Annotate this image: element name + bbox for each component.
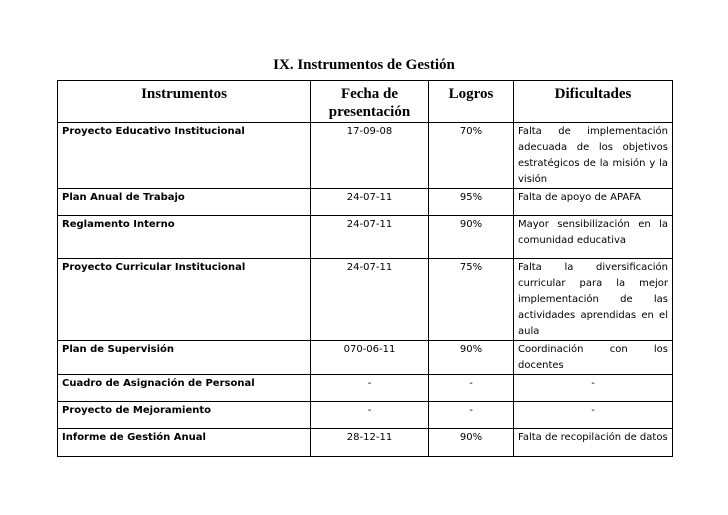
table-row: [58, 216, 673, 259]
dificultades-cell: -: [514, 375, 673, 402]
fecha-cell: 24-07-11: [311, 216, 429, 259]
dificultades-cell: Falta de implementación adecuada de los objetivos estratégicos de la misión y la visión: [514, 123, 673, 189]
logros-cell: -: [429, 402, 514, 429]
fecha-cell: 24-07-11: [311, 189, 429, 216]
table-row: [58, 123, 673, 189]
fecha-cell: -: [311, 375, 429, 402]
header-dificultades: Dificultades: [514, 81, 673, 123]
dificultades-cell: Falta de recopilación de datos: [514, 429, 673, 457]
instrumentos-table: [57, 80, 673, 457]
fecha-cell: 28-12-11: [311, 429, 429, 457]
instrumento-cell: Reglamento Interno: [58, 216, 311, 259]
instrumento-cell: Proyecto Curricular Institucional: [58, 259, 311, 341]
instrumento-cell: Plan Anual de Trabajo: [58, 189, 311, 216]
logros-cell: -: [429, 375, 514, 402]
instrumento-cell: Informe de Gestión Anual: [58, 429, 311, 457]
dificultades-cell: Falta la diversificación curricular para la mejor implementación de las actividades aprendidas en el aula: [514, 259, 673, 341]
table-row: [58, 402, 673, 429]
fecha-cell: 070-06-11: [311, 341, 429, 375]
logros-cell: 90%: [429, 429, 514, 457]
instrumento-cell: Cuadro de Asignación de Personal: [58, 375, 311, 402]
instrumento-cell: Proyecto Educativo Institucional: [58, 123, 311, 189]
table-row: [58, 375, 673, 402]
header-fecha: Fecha de presentación: [311, 81, 429, 123]
fecha-cell: 24-07-11: [311, 259, 429, 341]
dificultades-cell: Falta de apoyo de APAFA: [514, 189, 673, 216]
dificultades-cell: Coordinación con los docentes: [514, 341, 673, 375]
fecha-cell: 17-09-08: [311, 123, 429, 189]
dificultades-cell: Mayor sensibilización en la comunidad educativa: [514, 216, 673, 259]
table-row: [58, 429, 673, 457]
dificultades-cell: -: [514, 402, 673, 429]
logros-cell: 70%: [429, 123, 514, 189]
table-row: [58, 341, 673, 375]
fecha-cell: -: [311, 402, 429, 429]
logros-cell: 90%: [429, 216, 514, 259]
logros-cell: 90%: [429, 341, 514, 375]
header-row: [58, 81, 673, 123]
instrumento-cell: Proyecto de Mejoramiento: [58, 402, 311, 429]
page-title: IX. Instrumentos de Gestión: [273, 57, 455, 73]
logros-cell: 75%: [429, 259, 514, 341]
logros-cell: 95%: [429, 189, 514, 216]
header-instrumentos: Instrumentos: [58, 81, 311, 123]
table-row: [58, 189, 673, 216]
instrumento-cell: Plan de Supervisión: [58, 341, 311, 375]
table-row: [58, 259, 673, 341]
header-logros: Logros: [429, 81, 514, 123]
